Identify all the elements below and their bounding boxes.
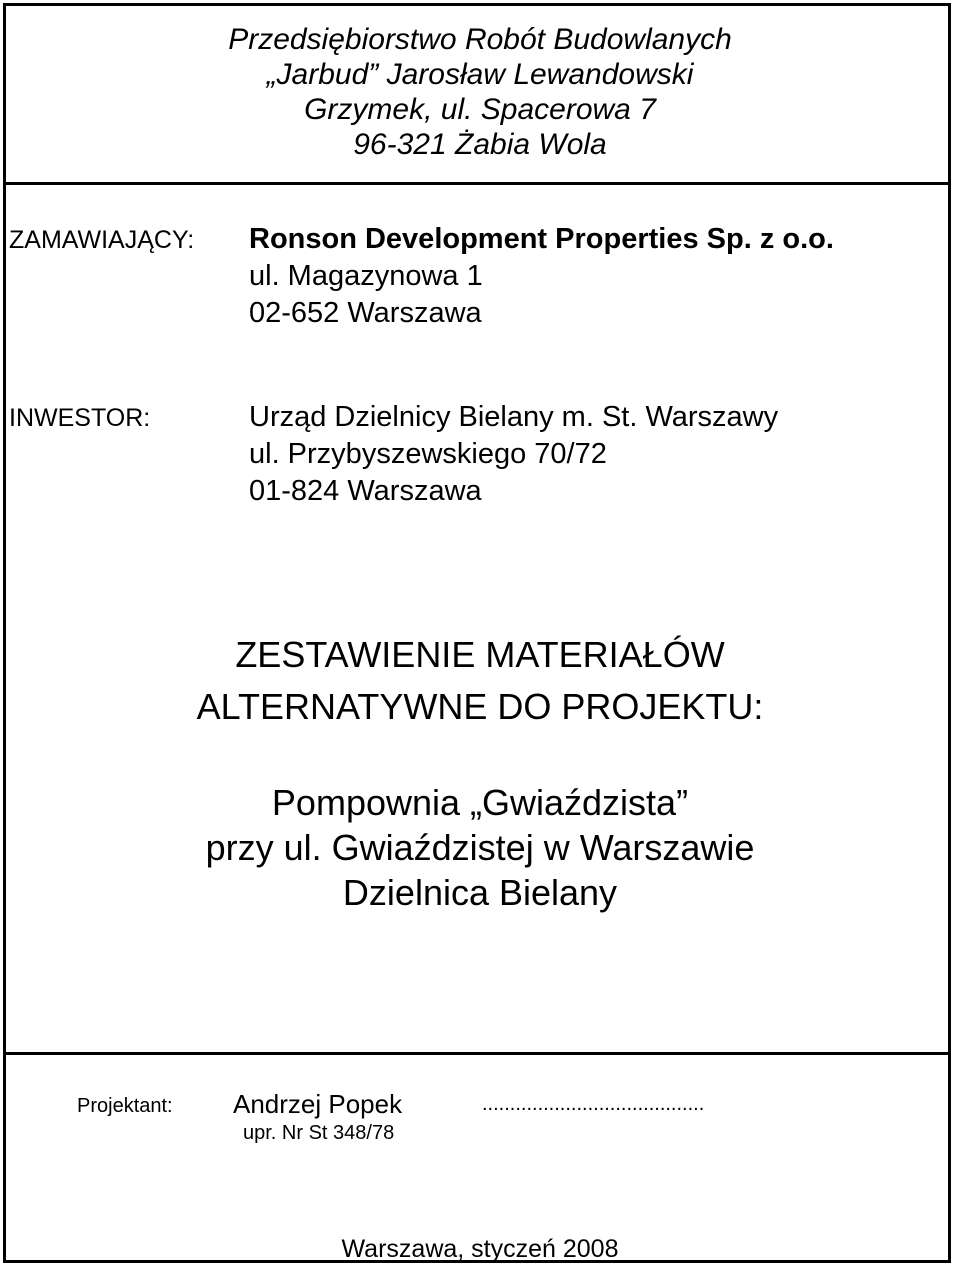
investor-name: Urząd Dzielnicy Bielany m. St. Warszawy bbox=[249, 401, 779, 433]
orderer-street: ul. Magazynowa 1 bbox=[249, 260, 483, 292]
orderer-block bbox=[249, 221, 834, 332]
company-owner: „Jarbud” Jarosław Lewandowski bbox=[266, 58, 694, 91]
designer-name: Andrzej Popek bbox=[233, 1089, 403, 1119]
project-subject-line1: Pompownia „Gwiaździsta” bbox=[271, 782, 689, 823]
project-subject bbox=[0, 780, 960, 915]
header-divider bbox=[3, 182, 951, 185]
project-subject-line3: Dzielnica Bielany bbox=[342, 872, 618, 913]
place-date: Warszawa, styczeń 2008 bbox=[341, 1235, 619, 1263]
document-title-line2: ALTERNATYWNE DO PROJEKTU: bbox=[196, 686, 764, 727]
investor-street: ul. Przybyszewskiego 70/72 bbox=[249, 438, 607, 470]
investor-label: INWESTOR: bbox=[9, 404, 151, 432]
document-title-line1: ZESTAWIENIE MATERIAŁÓW bbox=[235, 634, 725, 675]
company-street: Grzymek, ul. Spacerowa 7 bbox=[304, 93, 656, 126]
footer-divider bbox=[3, 1052, 951, 1055]
project-subject-line2: przy ul. Gwiaździstej w Warszawie bbox=[205, 827, 755, 868]
company-name: Przedsiębiorstwo Robót Budowlanych bbox=[228, 23, 732, 56]
document-title bbox=[0, 629, 960, 733]
signature-line: ........................................ bbox=[482, 1093, 705, 1115]
company-city: 96-321 Żabia Wola bbox=[353, 128, 607, 161]
orderer-city: 02-652 Warszawa bbox=[249, 297, 482, 329]
investor-city: 01-824 Warszawa bbox=[249, 475, 482, 507]
orderer-label: ZAMAWIAJĄCY: bbox=[9, 226, 195, 254]
contractor-header bbox=[0, 22, 960, 162]
orderer-name: Ronson Development Properties Sp. z o.o. bbox=[249, 223, 834, 255]
designer-license: upr. Nr St 348/78 bbox=[243, 1122, 395, 1144]
investor-block bbox=[249, 399, 778, 510]
designer-label: Projektant: bbox=[77, 1095, 173, 1117]
